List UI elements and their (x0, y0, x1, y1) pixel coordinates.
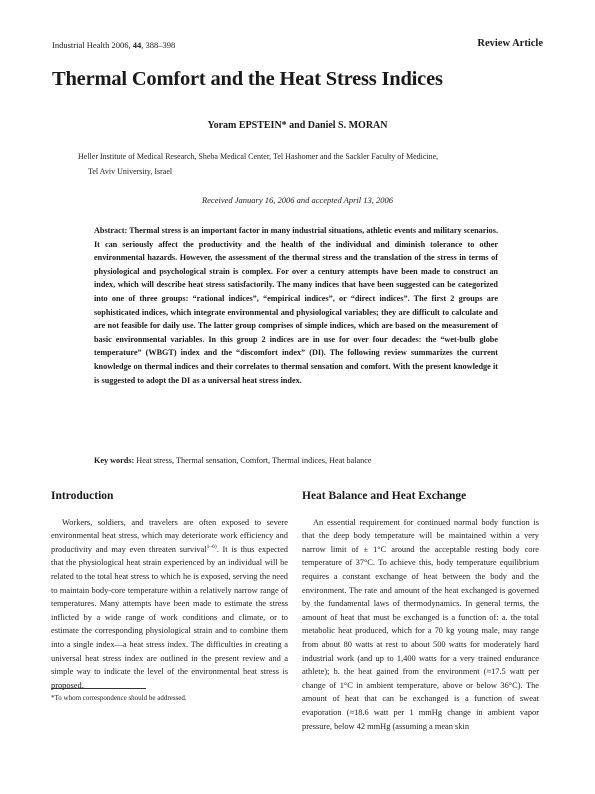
journal-citation (52, 40, 175, 50)
column-left (51, 490, 288, 692)
journal-name: Industrial Health 2006, (52, 40, 133, 50)
journal-pages: , 388–398 (141, 40, 176, 50)
citation-superscript: 1–6) (206, 543, 217, 550)
intro-paragraph (51, 516, 288, 693)
keywords-label: Key words: (94, 456, 135, 465)
paper-title: Thermal Comfort and the Heat Stress Indices (52, 68, 443, 90)
received-date: Received January 16, 2006 and accepted April 13, 2006 (201, 195, 394, 205)
keywords (94, 456, 514, 465)
keywords-list: Heat stress, Thermal sensation, Comfort, Thermal indices, Heat balance (136, 456, 372, 465)
footnote: *To whom correspondence should be addressed. (51, 694, 187, 702)
abstract: Abstract: Thermal stress is an important factor in many industrial situations, athletic events and military scenarios. It can seriously affect the productivity and the health of the individual and diminish tolerance to other environmental hazards. However, the assessment of the thermal stress and the translation of the stress in terms of physiological and psychological strain is complex. For over a century attempts have been made to construct an index, which will describe heat stress satisfactorily. The many indices that have been suggested can be categorized into one of three groups: “rational indices”, “empirical indices”, or “direct indices”. The first 2 groups are sophisticated indices, which integrate environmental and physiological variables; they are difficult to calculate and are not feasible for daily use. The latter group comprises of simple indices, which are based on the measurement of basic environmental variables. In this group 2 indices are in use for over four decades: the “wet-bulb globe temperature” (WBGT) index and the “discomfort index” (DI). The following review summarizes the current knowledge on thermal indices and their correlates to thermal sensation and comfort. With the present knowledge it is suggested to adopt the DI as a universal heat stress index. (94, 226, 498, 385)
affiliation-line-1: Heller Institute of Medical Research, Sheba Medical Center, Tel Hashomer and the Sackler Faculty of Medicine, (78, 152, 439, 161)
column-right (302, 490, 539, 733)
author-list: Yoram EPSTEIN* and Daniel S. MORAN (207, 120, 388, 131)
footnote-divider (51, 688, 146, 689)
affiliation-line-2: Tel Aviv University, Israel (88, 167, 173, 176)
section-heading-introduction: Introduction (51, 490, 114, 502)
intro-text-b: . It is thus expected that the physiological heat strain experienced by an individual will be related to the total heat stress to which he is exposed, serving the need to maintain body-core temperature within a relatively narrow range of temperatures. Many attempts have been made to estimate the stress inflicted by a wide range of work conditions and climate, or to estimate the corresponding physiological strain and to combine them into a single index—a heat stress index. The difficulties in creating a universal heat stress index are outlined in the present review and a simple way to indicate the level of the environmental heat stress is proposed. (51, 544, 288, 690)
journal-volume: 44 (132, 40, 142, 50)
section-heading-heat-balance: Heat Balance and Heat Exchange (302, 490, 467, 502)
heat-balance-paragraph: An essential requirement for continued normal body function is that the deep body temperature will be maintained within a very narrow limit of ± 1°C around the acceptable resting body core temperature of 37°C. To achieve this, body temperature equilibrium requires a constant exchange of heat between the body and the environment. The rate and amount of the heat exchanged is governed by the fundamental laws of thermodynamics. In general terms, the amount of heat that must be exchanged is a function of: a. the total metabolic heat produced, which for a 70 kg young male, may range from about 80 watts at rest to about 500 watts for moderately hard industrial work (and up to 1,400 watts for a very trained endurance athlete); b. the heat gained from the environment (≈17.5 watt per change of 1°C in ambient temperature, above or below 36°C). The amount of heat that can be exchanged is a function of sweat evaporation (≈18.6 watt per 1 mmHg change in ambient vapor pressure, below 42 mmHg (assuming a mean skin (302, 517, 539, 731)
article-type-label: Review Article (477, 38, 543, 49)
intro-text-a: Workers, soldiers, and travelers are often exposed to severe environmental heat stress, which may deteriorate work efficiency and productivity and may even threaten survival (51, 517, 288, 554)
